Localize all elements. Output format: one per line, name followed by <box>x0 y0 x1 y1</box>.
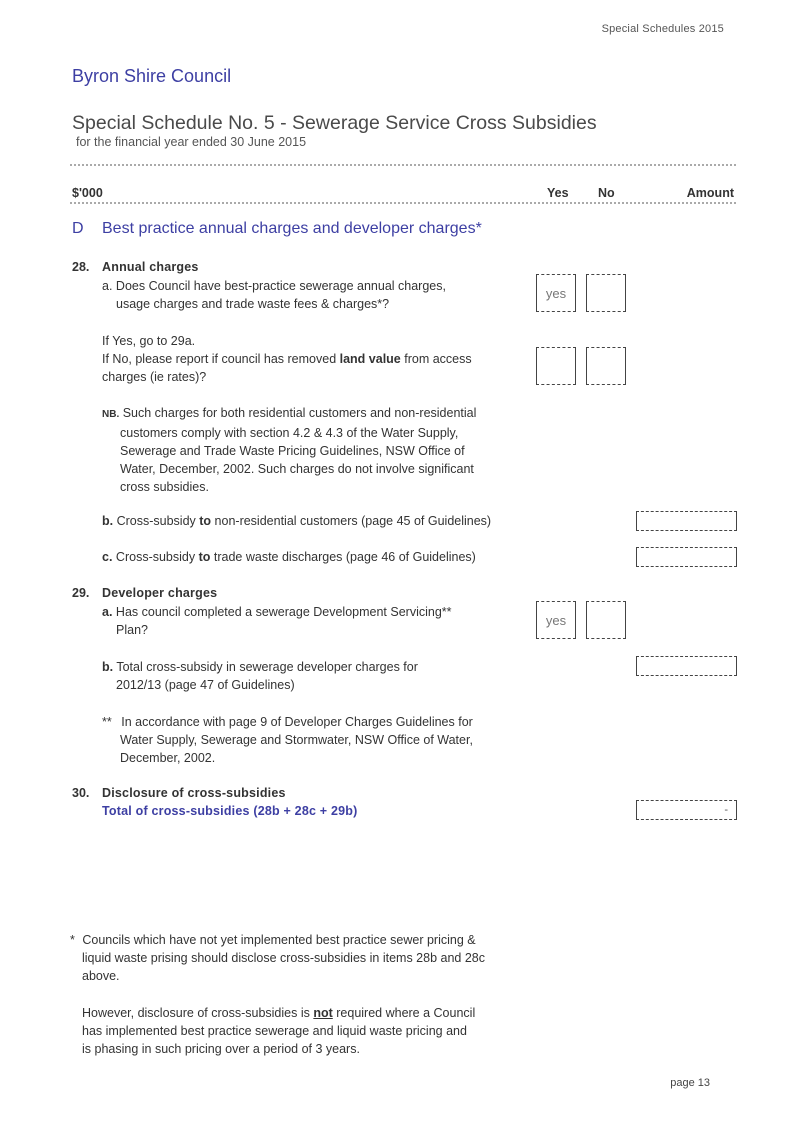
bottom-footnote-para2 <box>82 1004 475 1058</box>
council-name: Byron Shire Council <box>72 66 232 86</box>
q28-if-no-line2: charges (ie rates)? <box>102 370 207 384</box>
footnote-p2-pre: However, disclosure of cross-subsidies is <box>82 1006 314 1020</box>
q28a-question <box>102 277 446 313</box>
footnote-p2-line3: is phasing in such pricing over a period of 3 years. <box>82 1042 360 1056</box>
footnote-p2-line2: has implemented best practice sewerage and liquid waste pricing and <box>82 1024 467 1038</box>
q29-note-line2: Water Supply, Sewerage and Stormwater, NSW Office of Water, <box>120 733 473 747</box>
q28b-post: non-residential customers (page 45 of Guidelines) <box>211 514 492 528</box>
q28-if-yes: If Yes, go to 29a. <box>102 334 196 348</box>
nb-line1: Such charges for both residential customers and non-residential <box>122 406 477 420</box>
page-subtitle: for the financial year ended 30 June 2015 <box>76 135 307 149</box>
q29a-no-box[interactable] <box>586 601 626 639</box>
q28-if-no-pre: If No, please report if council has removed <box>102 352 340 366</box>
q28-if-no <box>102 350 472 386</box>
q28b-question <box>102 512 491 530</box>
nb-line2: customers comply with section 4.2 & 4.3 of the Water Supply, <box>120 426 459 440</box>
q29b-label: b. <box>102 660 114 674</box>
q28a-line2: usage charges and trade waste fees & charges*? <box>116 297 390 311</box>
q29-note-line1: In accordance with page 9 of Developer Charges Guidelines for <box>121 715 473 729</box>
q28c-pre: Cross-subsidy <box>115 550 199 564</box>
q30-heading: Disclosure of cross-subsidies <box>102 786 286 800</box>
footnote-mark: * <box>70 933 75 947</box>
footnote-p2-bold: not <box>313 1006 333 1020</box>
q29b-question <box>102 658 418 694</box>
q29-note-line3: December, 2002. <box>120 751 216 765</box>
q29a-question <box>102 603 452 639</box>
page-number: page 13 <box>670 1077 710 1089</box>
q29a-line1: Has council completed a sewerage Development Servicing** <box>115 605 452 619</box>
q30-total-label: Total of cross-subsidies (28b + 28c + 29b) <box>102 804 358 818</box>
q28-nb-note <box>102 404 476 496</box>
section-title: Best practice annual charges and developer charges* <box>102 220 482 237</box>
footnote-p1-line2: liquid waste prising should disclose cross-subsidies in items 28b and 28c <box>82 951 485 965</box>
header-divider <box>70 202 736 204</box>
q28-land-value-no-box[interactable] <box>586 347 626 385</box>
no-column-header: No <box>598 186 615 200</box>
q28b-pre: Cross-subsidy <box>116 514 200 528</box>
q29b-line2: 2012/13 (page 47 of Guidelines) <box>116 678 295 692</box>
top-divider <box>70 164 736 166</box>
q28a-label: a. <box>102 279 113 293</box>
q28c-question <box>102 548 476 566</box>
q28c-post: trade waste discharges (page 46 of Guidelines) <box>210 550 476 564</box>
q28-heading: Annual charges <box>102 260 199 274</box>
q28b-label: b. <box>102 514 114 528</box>
nb-line5: cross subsidies. <box>120 480 209 494</box>
nb-label: NB. <box>102 409 120 420</box>
q29a-label: a. <box>102 605 113 619</box>
units-header: $'000 <box>72 186 103 200</box>
q28b-amount-field[interactable] <box>636 511 737 531</box>
q28-number: 28. <box>72 260 90 274</box>
q30-total-amount[interactable]: - <box>636 800 737 820</box>
nb-line3: Sewerage and Trade Waste Pricing Guidelines, NSW Office of <box>120 444 465 458</box>
q28-if-no-bold: land value <box>339 352 401 366</box>
section-letter: D <box>72 220 84 237</box>
q28c-label: c. <box>102 550 113 564</box>
bottom-footnote <box>70 931 485 985</box>
q29a-line2: Plan? <box>116 623 148 637</box>
q30-number: 30. <box>72 786 90 800</box>
footnote-p1-line3: above. <box>82 969 120 983</box>
q28a-line1: Does Council have best-practice sewerage annual charges, <box>115 279 446 293</box>
q29-note-mark: ** <box>102 715 112 729</box>
footnote-p2-post: required where a Council <box>332 1006 476 1020</box>
q28-land-value-yes-box[interactable] <box>536 347 576 385</box>
q29-heading: Developer charges <box>102 586 218 600</box>
q29b-line1: Total cross-subsidy in sewerage developer charges for <box>116 660 418 674</box>
q29-footnote <box>102 713 473 767</box>
yes-column-header: Yes <box>547 186 569 200</box>
q28c-amount-field[interactable] <box>636 547 737 567</box>
q29b-amount-field[interactable] <box>636 656 737 676</box>
q28-if-no-post: from access <box>400 352 472 366</box>
q28b-bold: to <box>199 514 212 528</box>
amount-column-header: Amount <box>686 186 734 200</box>
q29a-yes-box[interactable]: yes <box>536 601 576 639</box>
q28c-bold: to <box>198 550 211 564</box>
document-header: Special Schedules 2015 <box>601 23 724 35</box>
q28a-yes-box[interactable]: yes <box>536 274 576 312</box>
q28a-no-box[interactable] <box>586 274 626 312</box>
footnote-p1-line1: Councils which have not yet implemented best practice sewer pricing & <box>82 933 476 947</box>
nb-line4: Water, December, 2002. Such charges do not involve significant <box>120 462 474 476</box>
q29-number: 29. <box>72 586 90 600</box>
page-title: Special Schedule No. 5 - Sewerage Service Cross Subsidies <box>72 112 597 134</box>
